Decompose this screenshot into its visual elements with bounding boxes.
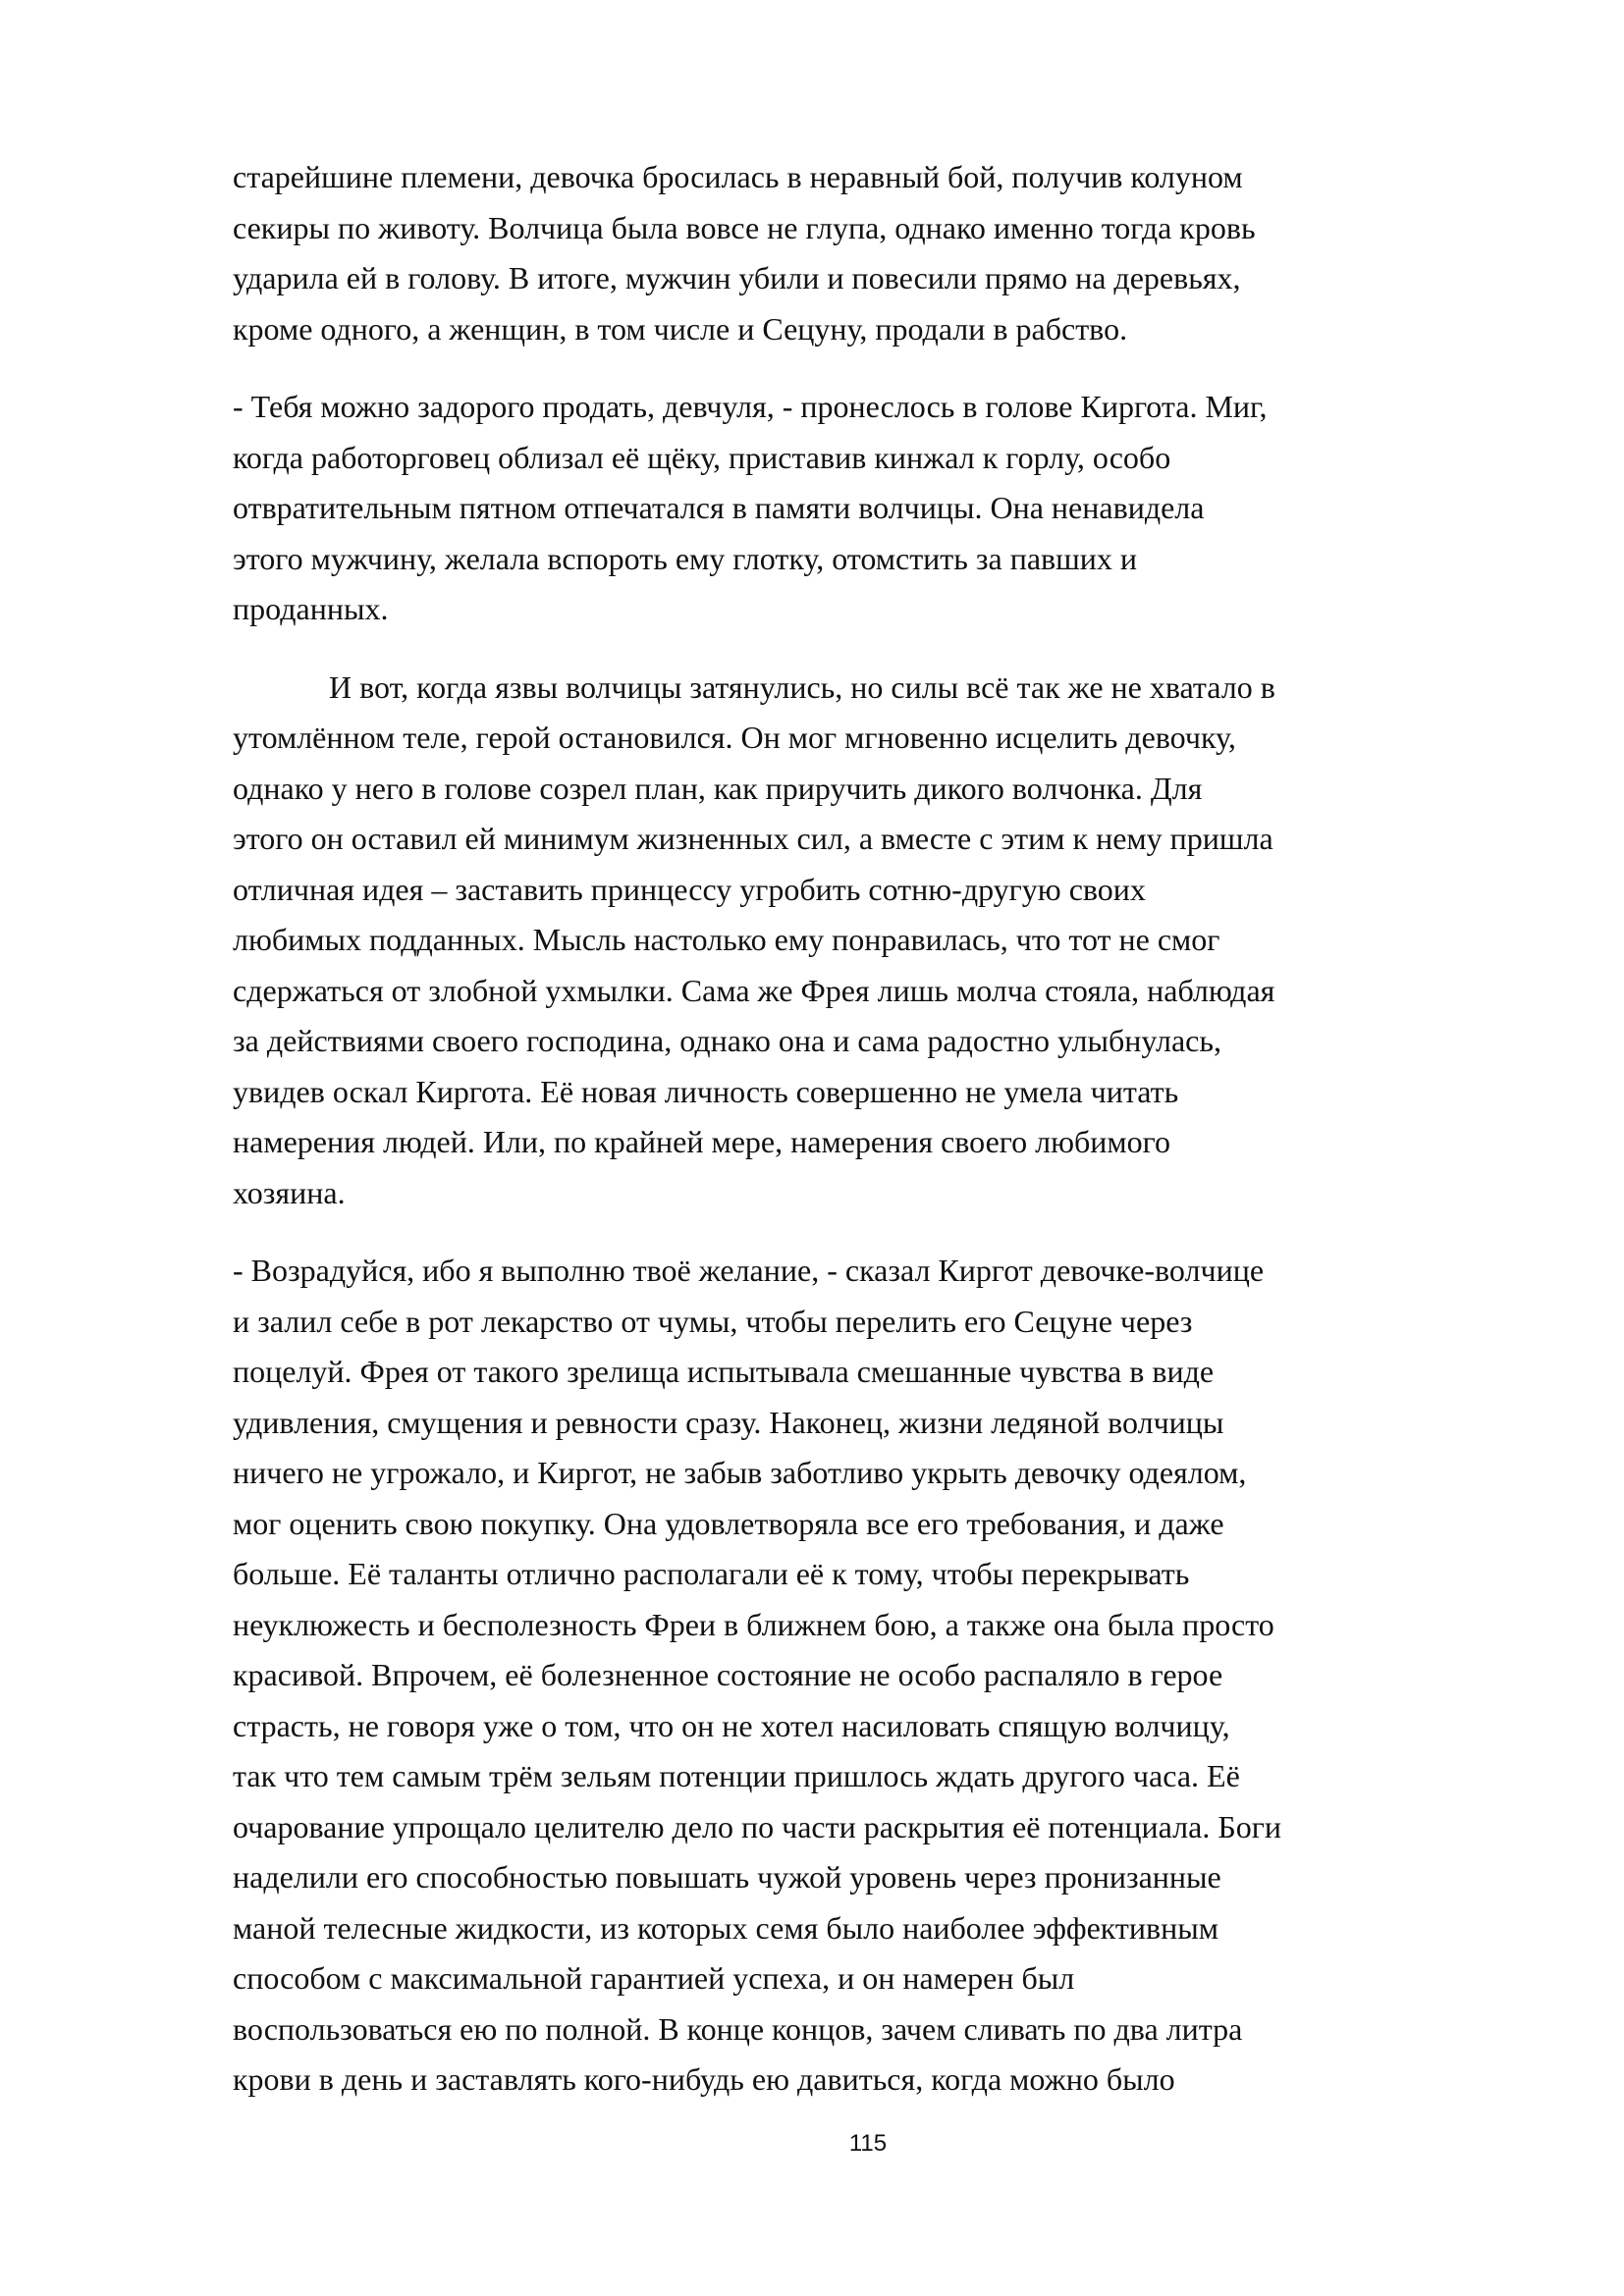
text-line: и залил себе в рот лекарство от чумы, чтобы перелить его Сецуне через: [233, 1303, 1193, 1339]
text-line: отвратительным пятном отпечатался в памяти волчицы. Она ненавидела: [233, 490, 1205, 525]
text-line: мог оценить свою покупку. Она удовлетворяла все его требования, и даже: [233, 1505, 1224, 1541]
text-line: намерения людей. Или, по крайней мере, намерения своего любимого: [233, 1124, 1170, 1159]
text-line: когда работорговец облизал её щёку, приставив кинжал к горлу, особо: [233, 439, 1171, 475]
body-text: [233, 152, 1509, 2133]
text-line: кроме одного, а женщин, в том числе и Сецуну, продали в рабство.: [233, 310, 1128, 347]
text-line: - Возрадуйся, ибо я выполню твоё желание, - сказал Киргот девочке-волчице: [233, 1253, 1265, 1288]
page-number: 115: [848, 2130, 888, 2157]
text-line: проданных.: [233, 591, 389, 626]
text-line: за действиями своего господина, однако она и сама радостно улыбнулась,: [233, 1023, 1221, 1058]
text-line: страсть, не говоря уже о том, что он не хотел насиловать спящую волчицу,: [233, 1707, 1230, 1743]
paragraph: [233, 152, 1509, 354]
paragraph: [233, 382, 1509, 635]
text-line: удивления, смущения и ревности сразу. Наконец, жизни ледяной волчицы: [233, 1404, 1224, 1440]
text-line: - Тебя можно задорого продать, девчуля, - пронеслось в голове Киргота. Миг,: [233, 389, 1268, 424]
text-line: больше. Её таланты отлично располагали её к тому, чтобы перекрывать: [233, 1556, 1190, 1591]
text-line: поцелуй. Фрея от такого зрелища испытывала смешанные чувства в виде: [233, 1354, 1215, 1389]
text-line: наделили его способностью повышать чужой уровень через пронизанные: [233, 1859, 1221, 1895]
text-line: этого мужчину, желала вспороть ему глотку, отомстить за павших и: [233, 540, 1138, 576]
text-line: И вот, когда язвы волчицы затянулись, но силы всё так же не хватало в: [329, 668, 1275, 705]
text-line: увидев оскал Киргота. Её новая личность совершенно не умела читать: [233, 1073, 1179, 1109]
text-line: неуклюжесть и бесполезность Фреи в ближнем бою, а также она была просто: [233, 1606, 1274, 1642]
text-line: этого он оставил ей минимум жизненных сил, а вместе с этим к нему пришла: [233, 821, 1273, 856]
text-line: ничего не угрожало, и Киргот, не забыв заботливо укрыть девочку одеялом,: [233, 1455, 1247, 1490]
text-line: любимых подданных. Мысль настолько ему понравилась, что тот не смог: [233, 922, 1220, 957]
text-line: маной телесные жидкости, из которых семя было наиболее эффективным: [233, 1909, 1218, 1946]
text-line: отличная идея – заставить принцессу угробить сотню-другую своих: [233, 871, 1146, 907]
text-line: хозяина.: [233, 1174, 346, 1210]
text-line: очарование упрощало целителю дело по части раскрытия её потенциала. Боги: [233, 1808, 1281, 1844]
paragraph: [233, 663, 1509, 1219]
text-line: однако у него в голове созрел план, как приручить дикого волчонка. Для: [233, 770, 1203, 806]
text-line: сдержаться от злобной ухмылки. Сама же Фрея лишь молча стояла, наблюдая: [233, 972, 1275, 1008]
text-line: утомлённом теле, герой остановился. Он мог мгновенно исцелить девочку,: [233, 720, 1236, 755]
text-line: секиры по животу. Волчица была вовсе не глупа, однако именно тогда кровь: [233, 209, 1256, 245]
text-line: так что тем самым трём зельям потенции пришлось ждать другого часа. Её: [233, 1758, 1240, 1793]
text-line: крови в день и заставлять кого-нибудь ею давиться, когда можно было: [233, 2061, 1175, 2097]
text-line: ударила ей в голову. В итоге, мужчин убили и повесили прямо на деревьях,: [233, 260, 1241, 295]
text-line: воспользоваться ею по полной. В конце концов, зачем сливать по два литра: [233, 2010, 1243, 2047]
paragraph: [233, 1246, 1509, 2106]
text-line: красивой. Впрочем, её болезненное состояние не особо распаляло в герое: [233, 1657, 1223, 1692]
text-line: старейшине племени, девочка бросилась в неравный бой, получив колуном: [233, 159, 1243, 194]
text-line: способом с максимальной гарантией успеха, и он намерен был: [233, 1960, 1075, 1996]
